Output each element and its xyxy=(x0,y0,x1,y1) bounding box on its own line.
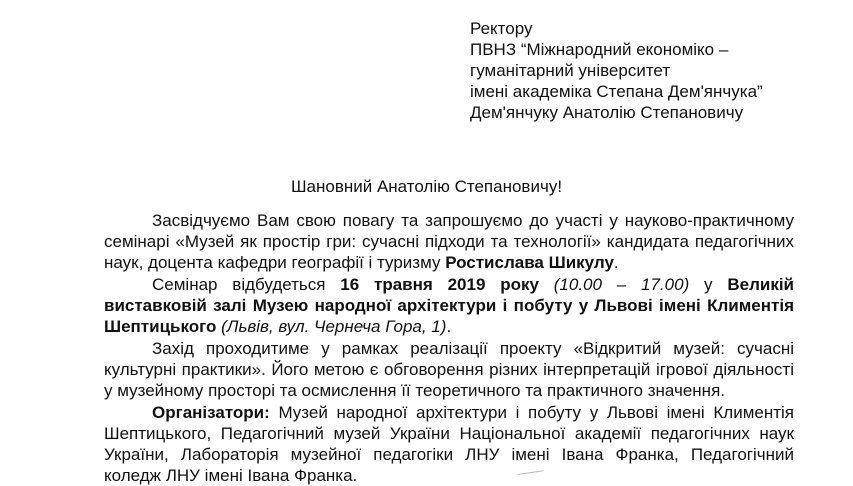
schedule-mid: у xyxy=(689,275,728,294)
addressee-line-1: Ректору xyxy=(470,19,533,38)
event-date: 16 травня 2019 року xyxy=(340,275,539,294)
schedule-lead: Семінар відбудеться xyxy=(152,275,341,294)
event-address: (Львів, вул. Чернеча Гора, 1) xyxy=(221,317,447,336)
salutation: Шановний Анатолію Степановичу! xyxy=(290,177,563,196)
addressee-line-4: імені академіка Степана Дем'янчука” xyxy=(470,82,763,101)
schedule-end: . xyxy=(446,317,452,336)
paragraph-organizers xyxy=(104,402,794,486)
organizers-text: Музей народної архітектури і побуту у Львові імені Климентія Шептицького, Педагогічний музей України Національної академії педагогічних наук України, Лабораторія музейної педагогіки ЛНУ імені Івана Франка, Педагогічний коледж ЛНУ імені Івана Франка. xyxy=(104,403,794,485)
paragraph-schedule xyxy=(104,274,794,337)
invitation-text: Засвідчуємо Вам свою повагу та запрошуємо до участі у науково-практичному семінарі «Музей як простір гри: сучасні підходи та технології» кандидата педагогічних наук, доцента кафедри географії і туризму xyxy=(104,211,794,272)
letter-body xyxy=(104,210,794,486)
invitation-end: . xyxy=(613,253,619,272)
event-time: (10.00 – 17.00) xyxy=(553,275,690,294)
event-venue: Великій виставковій залі Музею народної архітектури і побуту у Львові імені Климентія Шептицького xyxy=(104,275,795,336)
addressee-line-2: ПВНЗ “Міжнародний економіко – xyxy=(470,40,729,59)
paragraph-invitation xyxy=(104,210,794,273)
addressee-line-5: Дем'янчуку Анатолію Степановичу xyxy=(470,103,744,122)
organizers-label: Організатори: xyxy=(152,403,270,422)
paragraph-project: Захід проходитиме у рамках реалізації проекту «Відкритий музей: сучасні культурні практики». Його метою є обговорення різних інтерпретацій ігрової діяльності у музейному просторі та осмислення її теоретичного та практичного значення. xyxy=(104,339,794,400)
addressee-line-3: гуманітарний університет xyxy=(470,61,671,80)
addressee-block xyxy=(470,18,850,123)
speaker-name: Ростислава Шикулу xyxy=(445,253,614,272)
